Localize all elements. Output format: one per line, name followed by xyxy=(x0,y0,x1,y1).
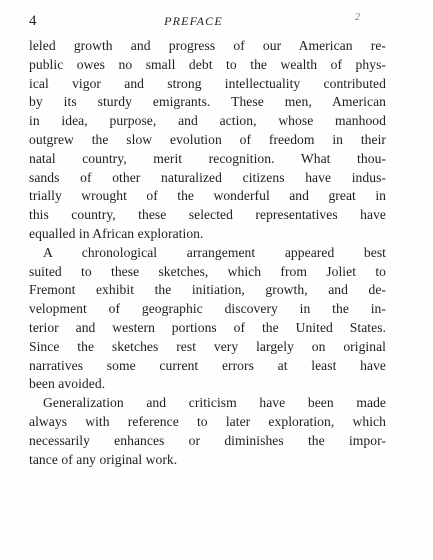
margin-pencil-mark: 2 xyxy=(355,12,360,23)
text-line: Generalization and criticism have been made xyxy=(43,395,386,411)
text-line: Fremont exhibit the initiation, growth, and de- xyxy=(29,282,386,298)
text-line: A chronological arrangement appeared best xyxy=(43,244,386,260)
text-line: natal country, merit recognition. What thou- xyxy=(29,150,386,166)
text-line: by its sturdy emigrants. These men, American xyxy=(29,94,386,110)
body-text xyxy=(29,37,386,469)
text-line: narratives some current errors at least have xyxy=(29,357,386,373)
text-line: been avoided. xyxy=(29,376,106,392)
text-line: outgrew the slow evolution of freedom in their xyxy=(29,131,386,147)
text-line: public owes no small debt to the wealth of phys- xyxy=(29,56,386,72)
paragraph-1 xyxy=(29,37,386,244)
text-line: trially wrought of the wonderful and great in xyxy=(29,188,386,204)
text-line: suited to these sketches, which from Joliet to xyxy=(29,263,386,279)
text-line: leled growth and progress of our American re- xyxy=(29,38,386,53)
paragraph-2 xyxy=(29,244,386,394)
text-line: necessarily enhances or diminishes the impor- xyxy=(29,432,386,448)
text-line: velopment of geographic discovery in the in- xyxy=(29,301,386,317)
text-line: Since the sketches rest very largely on original xyxy=(29,338,386,354)
text-line: terior and western portions of the United States. xyxy=(29,319,386,335)
page-number: 4 xyxy=(29,13,37,29)
text-line: equalled in African exploration. xyxy=(29,225,204,241)
text-line: ical vigor and strong intellectuality contributed xyxy=(29,75,386,91)
paragraph-3 xyxy=(29,394,386,469)
text-line: this country, these selected representatives have xyxy=(29,207,386,223)
text-line: always with reference to later exploration, which xyxy=(29,413,386,429)
text-line: in idea, purpose, and action, whose manhood xyxy=(29,113,386,129)
text-line: tance of any original work. xyxy=(29,451,178,467)
text-line: sands of other naturalized citizens have indus- xyxy=(29,169,386,185)
running-head: PREFACE xyxy=(164,14,223,28)
